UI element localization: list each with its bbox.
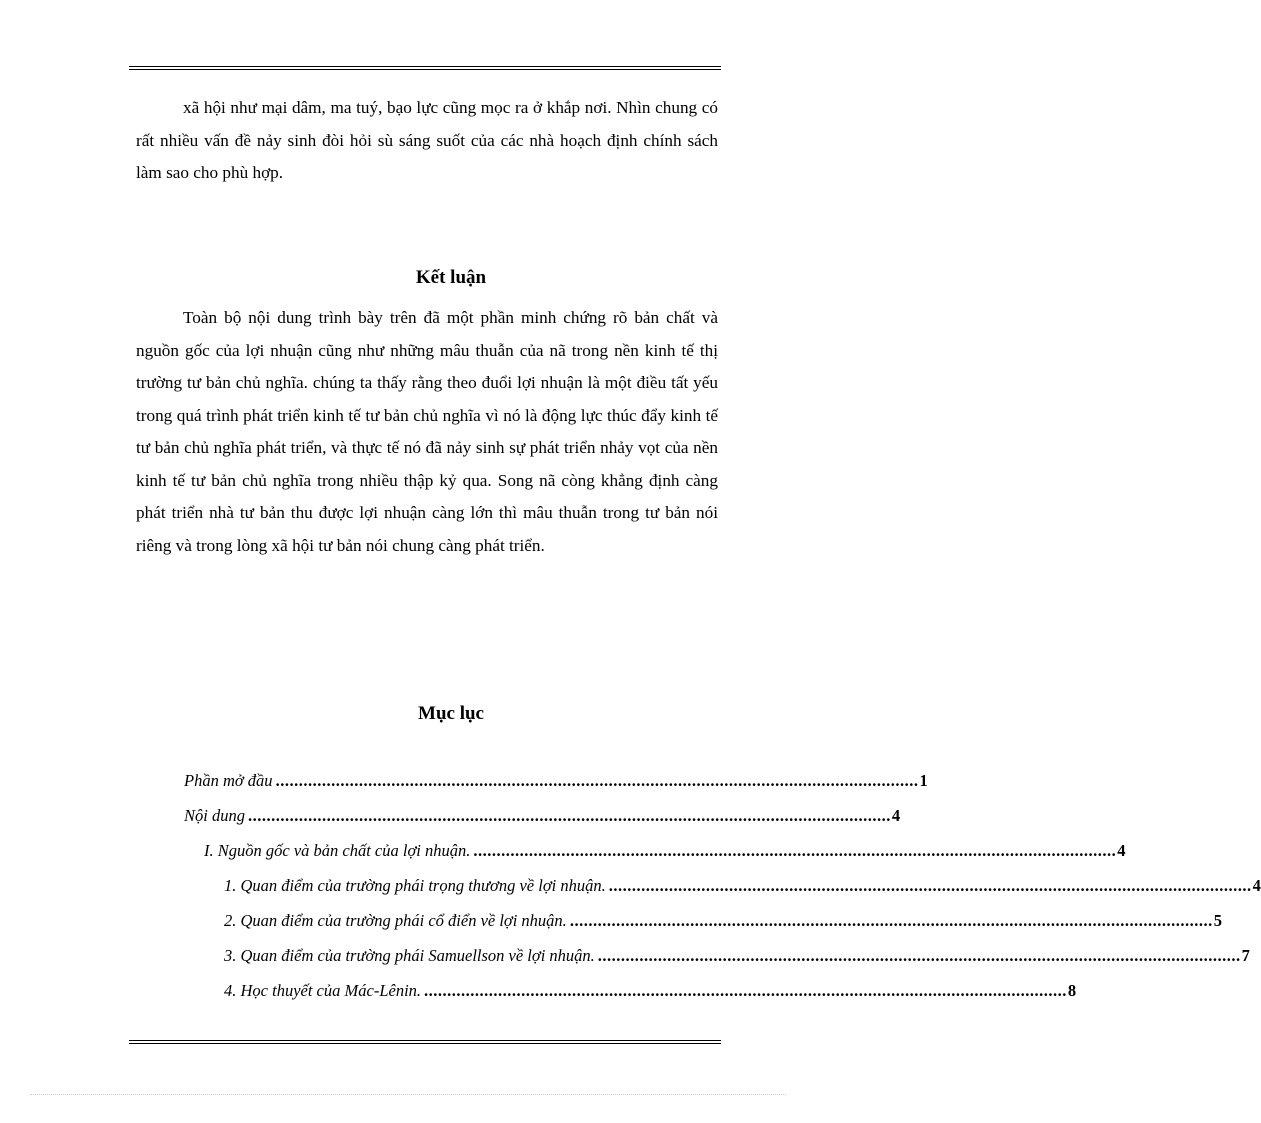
toc-leader-dots: ........................................................................................................................................... xyxy=(569,911,1213,930)
toc-entry[interactable] xyxy=(184,806,901,838)
toc-entry-page: 5 xyxy=(1213,911,1222,930)
toc-entry-title: 4. Học thuyết của Mác-Lênin. xyxy=(224,981,422,1000)
body-paragraph: xã hội như mại dâm, ma tuý, bạo lực cũng mọc ra ở khắp nơi. Nhìn chung có rất nhiều vấn đề nảy sinh đòi hỏi sù sáng suốt của các nhà hoạch định chính sách làm sao cho phù hợp. xyxy=(136,98,718,182)
toc-leader-dots: ........................................................................................................................................... xyxy=(473,841,1117,860)
toc-entry-page: 4 xyxy=(1252,876,1261,895)
toc-entry-page: 8 xyxy=(1067,981,1077,1000)
toc-entry-page: 7 xyxy=(1241,946,1250,965)
toc-entry-title: Phần mở đầu xyxy=(184,771,273,790)
conclusion-heading: Kết luận xyxy=(415,267,487,288)
page-boundary xyxy=(30,1094,786,1095)
toc-leader-dots: ........................................................................................................................................... xyxy=(597,946,1241,965)
toc-heading: Mục lục xyxy=(418,703,484,724)
toc-entry-page: 4 xyxy=(1117,841,1126,860)
toc-entry[interactable] xyxy=(224,946,1250,978)
toc-leader-dots: ........................................................................................................................................... xyxy=(275,771,919,790)
toc-entry-title: 2. Quan điểm của trường phái cổ điển về lợi nhuận. xyxy=(224,911,567,930)
toc-entry-page: 1 xyxy=(919,771,928,790)
footer-rule xyxy=(129,1040,721,1044)
toc-entry-page: 4 xyxy=(891,806,901,825)
toc-entry[interactable] xyxy=(204,841,1126,873)
toc-entry[interactable] xyxy=(224,876,1261,908)
toc-entry-title: 3. Quan điểm của trường phái Samuellson về lợi nhuận. xyxy=(224,946,595,965)
toc-entry[interactable] xyxy=(224,981,1077,1013)
toc-entry-title: Nội dung xyxy=(184,806,245,825)
toc-leader-dots: ........................................................................................................................................... xyxy=(424,981,1067,1000)
toc-entry[interactable] xyxy=(184,771,928,803)
header-rule xyxy=(129,66,721,70)
toc-leader-dots: ........................................................................................................................................... xyxy=(247,806,891,825)
toc-leader-dots: ........................................................................................................................................... xyxy=(608,876,1252,895)
conclusion-paragraph: Toàn bộ nội dung trình bày trên đã một phần minh chứng rõ bản chất và nguồn gốc của lợi nhuận cũng như những mâu thuẫn của nã trong nền kinh tế thị trường tư bản chủ nghĩa. chúng ta thấy rằng theo đuổi lợi nhuận là một điều tất yếu trong quá trình phát triển kinh tế tư bản chủ nghĩa vì nó là động lực thúc đẩy kinh tế tư bản chủ nghĩa phát triển, và thực tế nó đã nảy sinh sự phát triển nhảy vọt của nền kinh tế tư bản chủ nghĩa trong nhiều thập kỷ qua. Song nã còng khẳng định càng phát triển nhà tư bản thu được lợi nhuận càng lớn thì mâu thuẫn trong tư bản nói riêng và trong lòng xã hội tư bản nói chung càng phát triển. xyxy=(136,308,718,555)
toc-entry-title: I. Nguồn gốc và bản chất của lợi nhuận. xyxy=(204,841,471,860)
toc-entry[interactable] xyxy=(224,911,1222,943)
toc-entry-title: 1. Quan điểm của trường phái trọng thương về lợi nhuận. xyxy=(224,876,606,895)
